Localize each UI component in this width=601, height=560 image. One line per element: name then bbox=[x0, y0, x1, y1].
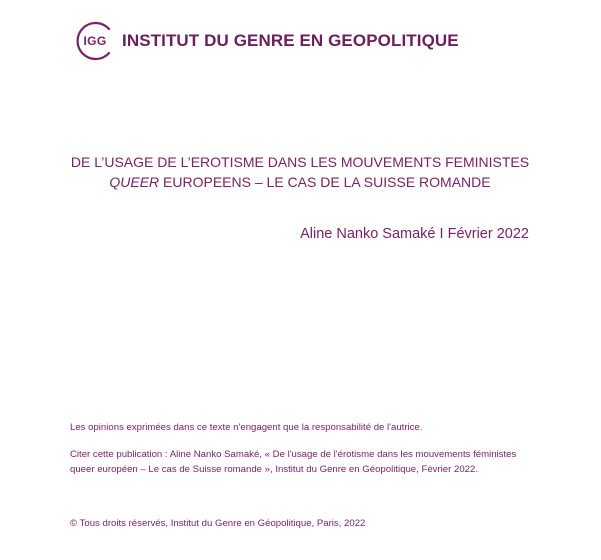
logo-emblem bbox=[74, 20, 116, 62]
title-line-2 bbox=[60, 172, 540, 192]
citation-text: Citer cette publication : Aline Nanko Samaké, « De l'usage de l'érotisme dans les mouvements féministes queer européen – Le cas de Suisse romande », Institut du Genre en Géopolitique, Février 2022. bbox=[70, 449, 517, 475]
disclaimer-text: Les opinions exprimées dans ce texte n'engagent que la responsabilité de l'autrice. bbox=[70, 422, 423, 433]
header-logo bbox=[74, 20, 459, 62]
author-date-byline: Aline Nanko Samaké I Février 2022 bbox=[300, 226, 529, 242]
document-title bbox=[60, 152, 540, 192]
organization-name: INSTITUT DU GENRE EN GEOPOLITIQUE bbox=[122, 31, 459, 50]
title-line-2-rest: EUROPEENS – LE CAS DE LA SUISSE ROMANDE bbox=[159, 174, 491, 190]
title-italic-word: QUEER bbox=[109, 174, 160, 190]
copyright-text: © Tous droits réservés, Institut du Genre en Géopolitique, Paris, 2022 bbox=[70, 518, 366, 529]
logo-letters: IGG bbox=[83, 34, 107, 48]
title-line-1: DE L’USAGE DE L’EROTISME DANS LES MOUVEMENTS FEMINISTES bbox=[70, 154, 530, 170]
